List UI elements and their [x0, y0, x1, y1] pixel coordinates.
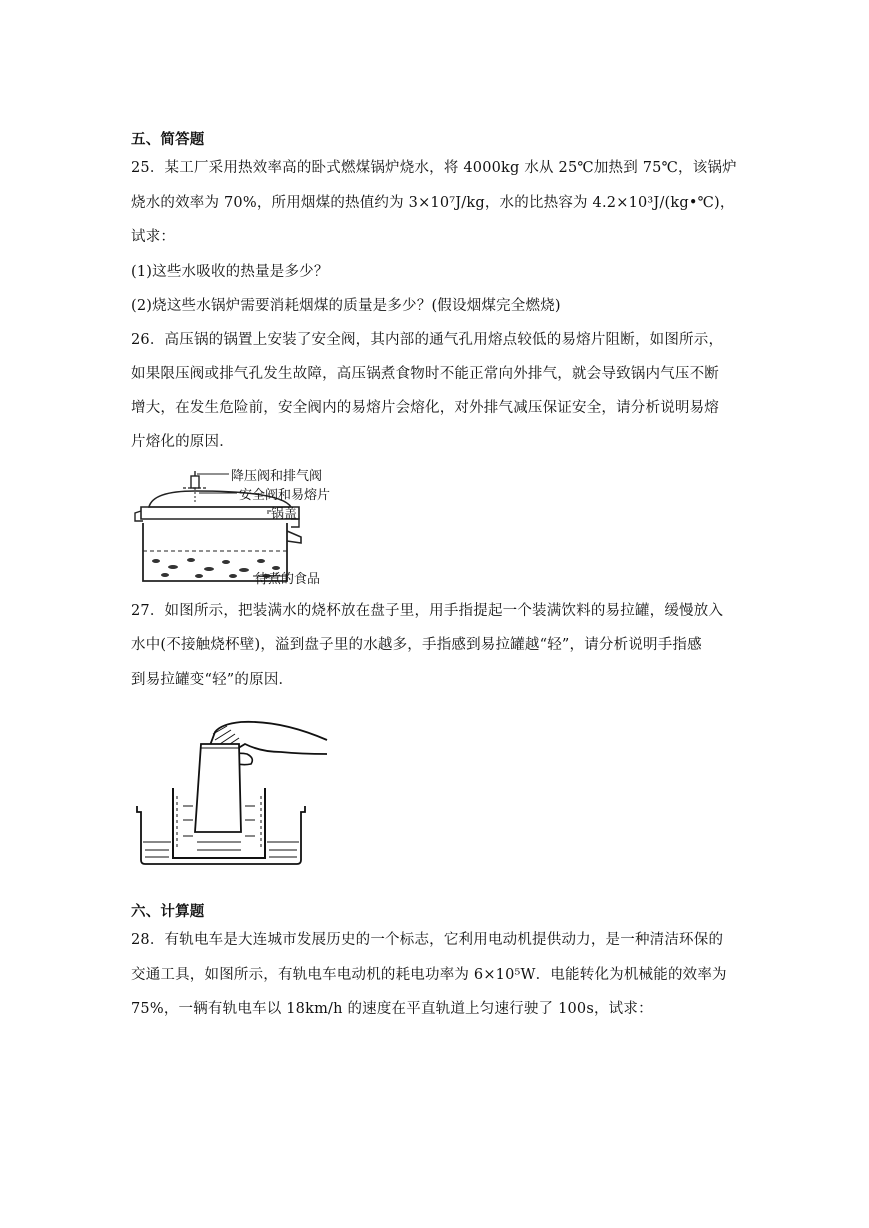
figure-label-pressure-valve: 降压阀和排气阀: [231, 469, 323, 484]
q27-line-3: 到易拉罐变“轻”的原因．: [131, 672, 294, 688]
section-heading-short-answer: 五、简答题: [131, 131, 205, 148]
q25-line-2: 烧水的效率为 70%，所用烟煤的热值约为 3×10⁷J/kg，水的比热容为 4.2×10³J/(kg•℃)，: [131, 195, 735, 211]
q26-line-4: 片熔化的原因．: [131, 434, 234, 450]
q26-line-2: 如果限压阀或排气孔发生故障，高压锅煮食物时不能正常向外排气，就会导致锅内气压不断: [131, 366, 719, 382]
can-in-beaker-drawing: [131, 710, 329, 865]
q25-sub-question-2: (2)烧这些水锅炉需要消耗烟煤的质量是多少？(假设烟煤完全燃烧): [131, 298, 561, 314]
q28-line-3: 75%，一辆有轨电车以 18km/h 的速度在平直轨道上匀速行驶了 100s，试求：: [131, 1001, 653, 1017]
figure-label-safety-valve: 安全阀和易熔片: [239, 488, 331, 503]
q28-line-2: 交通工具，如图所示，有轨电车电动机的耗电功率为 6×10⁵W．电能转化为机械能的效率为: [131, 967, 727, 983]
q26-line-3: 增大，在发生危险前，安全阀内的易熔片会熔化，对外排气减压保证安全，请分析说明易熔: [131, 400, 719, 416]
q25-line-1: 25．某工厂采用热效率高的卧式燃煤锅炉烧水，将 4000kg 水从 25℃加热到 75℃，该锅炉: [131, 160, 737, 176]
q25-line-3: 试求：: [131, 229, 176, 245]
q27-line-1: 27．如图所示，把装满水的烧杯放在盘子里，用手指提起一个装满饮料的易拉罐，缓慢放入: [131, 603, 724, 619]
q27-line-2: 水中(不接触烧杯壁)，溢到盘子里的水越多，手指感到易拉罐越“轻”，请分析说明手指感: [131, 637, 702, 653]
section-heading-calculation: 六、计算题: [131, 903, 205, 920]
q25-sub-question-1: (1)这些水吸收的热量是多少？: [131, 264, 329, 280]
figure-label-lid: 锅盖: [271, 507, 298, 522]
can-in-beaker-figure: [131, 710, 329, 865]
figure-label-food: 待煮的食品: [255, 572, 321, 587]
pressure-cooker-figure: [131, 463, 361, 588]
q26-line-1: 26．高压锅的锅置上安装了安全阀，其内部的通气孔用熔点较低的易熔片阻断，如图所示，: [131, 332, 724, 348]
q28-line-1: 28．有轨电车是大连城市发展历史的一个标志，它利用电动机提供动力，是一种清洁环保的: [131, 932, 724, 948]
